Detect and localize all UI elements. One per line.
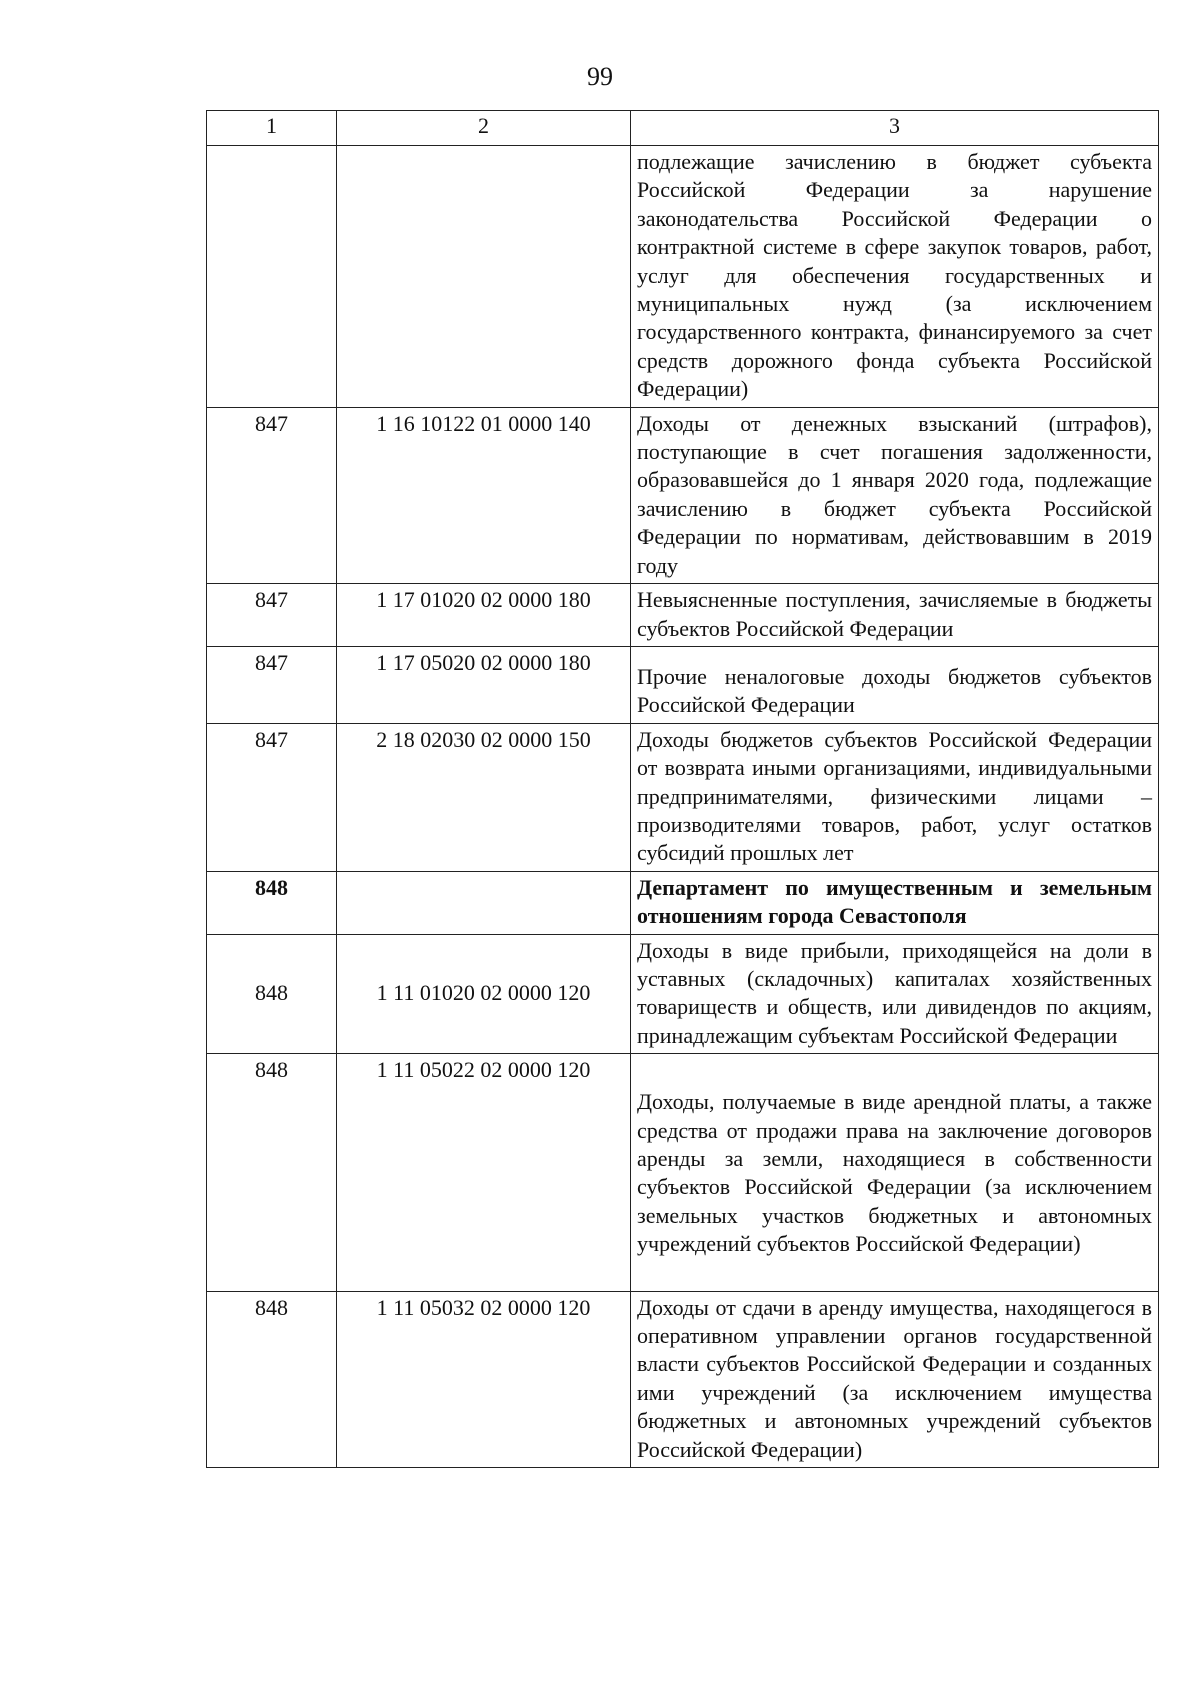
column-header-2: 2 — [337, 111, 631, 146]
admin-code-cell: 848 — [207, 1054, 337, 1291]
table-row — [207, 934, 1159, 1054]
table-row — [207, 646, 1159, 723]
admin-code-cell: 848 — [207, 1291, 337, 1467]
admin-code-cell: 847 — [207, 646, 337, 723]
table-row — [207, 1291, 1159, 1467]
kbk-cell: 1 11 01020 02 0000 120 — [337, 934, 631, 1054]
column-header-3: 3 — [631, 111, 1159, 146]
table-row — [207, 584, 1159, 647]
description-cell: Доходы от денежных взысканий (штрафов), поступающие в счет погашения задолженности, образовавшейся до 1 января 2020 года, подлежащие зачислению в бюджет субъекта Российской Федерации по нормативам, действовавшим в 2019 году — [631, 407, 1159, 583]
description-cell: Невыясненные поступления, зачисляемые в бюджеты субъектов Российской Федерации — [631, 584, 1159, 647]
admin-code-cell: 847 — [207, 723, 337, 871]
admin-code-cell — [207, 146, 337, 408]
description-cell: Доходы в виде прибыли, приходящейся на доли в уставных (складочных) капиталах хозяйственных товариществ и обществ, или дивидендов по акциям, принадлежащим субъектам Российской Федерации — [631, 934, 1159, 1054]
page-number: 99 — [587, 62, 613, 91]
kbk-cell: 1 17 01020 02 0000 180 — [337, 584, 631, 647]
table-row — [207, 146, 1159, 408]
section-heading-cell: Департамент по имущественным и земельным отношениям города Севастополя — [631, 871, 1159, 934]
table-header-row — [207, 111, 1159, 146]
description-cell: Доходы бюджетов субъектов Российской Федерации от возврата иными организациями, индивидуальными предпринимателями, физическими лицами – производителями товаров, работ, услуг остатков субсидий прошлых лет — [631, 723, 1159, 871]
table-row — [207, 1054, 1159, 1291]
revenue-codes-table — [206, 110, 1159, 1468]
kbk-cell: 2 18 02030 02 0000 150 — [337, 723, 631, 871]
kbk-cell: 1 11 05022 02 0000 120 — [337, 1054, 631, 1291]
kbk-cell: 1 17 05020 02 0000 180 — [337, 646, 631, 723]
table-row — [207, 407, 1159, 583]
admin-code-cell: 847 — [207, 407, 337, 583]
description-cell: подлежащие зачислению в бюджет субъекта Российской Федерации за нарушение законодательства Российской Федерации о контрактной системе в сфере закупок товаров, работ, услуг для обеспечения государственных и муниципальных нужд (за исключением государственного контракта, финансируемого за счет средств дорожного фонда субъекта Российской Федерации) — [631, 146, 1159, 408]
kbk-cell — [337, 871, 631, 934]
admin-code-cell: 847 — [207, 584, 337, 647]
kbk-cell: 1 11 05032 02 0000 120 — [337, 1291, 631, 1467]
admin-code-cell: 848 — [207, 871, 337, 934]
table-row-section-heading — [207, 871, 1159, 934]
column-header-1: 1 — [207, 111, 337, 146]
admin-code-cell: 848 — [207, 934, 337, 1054]
table-row — [207, 723, 1159, 871]
description-cell: Доходы от сдачи в аренду имущества, находящегося в оперативном управлении органов государственной власти субъектов Российской Федерации и созданных ими учреждений (за исключением имущества бюджетных и автономных учреждений субъектов Российской Федерации) — [631, 1291, 1159, 1467]
description-cell: Доходы, получаемые в виде арендной платы, а также средства от продажи права на заключение договоров аренды за земли, находящиеся в собственности субъектов Российской Федерации (за исключением земельных участков бюджетных и автономных учреждений субъектов Российской Федерации) — [631, 1054, 1159, 1291]
description-cell: Прочие неналоговые доходы бюджетов субъектов Российской Федерации — [631, 646, 1159, 723]
kbk-cell: 1 16 10122 01 0000 140 — [337, 407, 631, 583]
kbk-cell — [337, 146, 631, 408]
